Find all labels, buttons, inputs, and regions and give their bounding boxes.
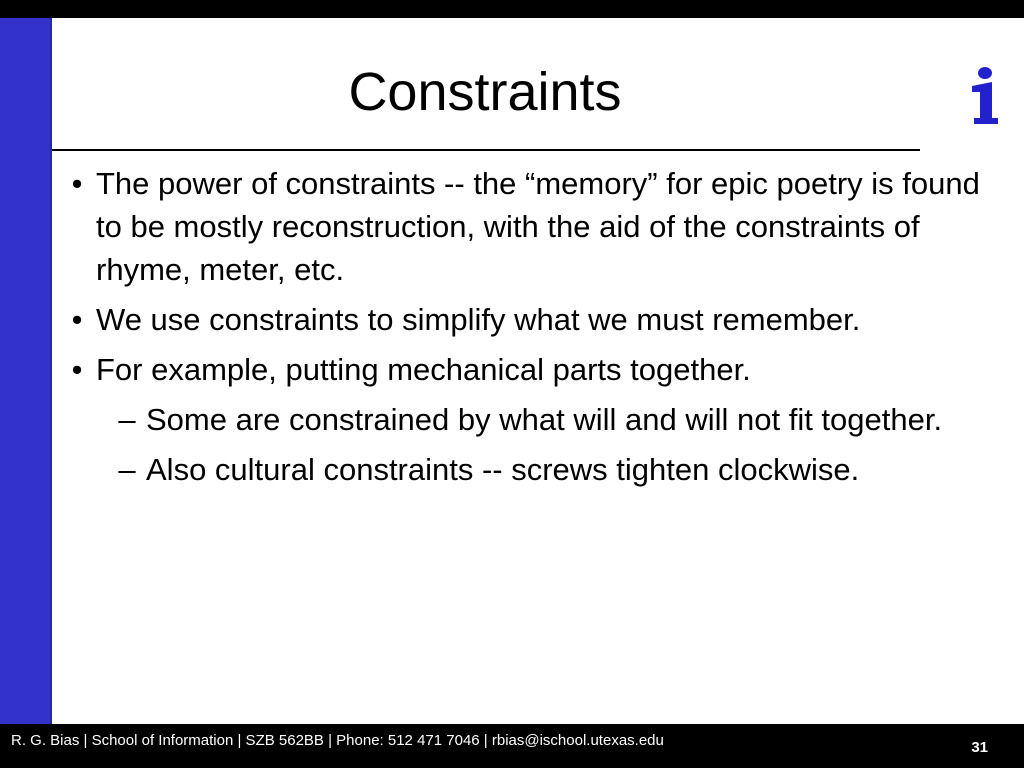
top-bar	[0, 0, 1024, 18]
slide-title: Constraints	[348, 62, 622, 122]
left-accent-bar	[0, 18, 50, 724]
bullet-mark: •	[71, 352, 83, 387]
footer-contact-text: R. G. Bias | School of Information | SZB 562BB | Phone: 512 471 7046 | rbias@ischool.utexas.edu	[11, 732, 664, 749]
bullet-item	[52, 298, 1002, 341]
page-number: 31	[971, 739, 988, 756]
sub-bullet-item	[108, 448, 1002, 491]
bullet-mark: •	[71, 166, 83, 201]
bullet-mark: •	[71, 302, 83, 337]
sub-bullet-mark: –	[118, 402, 136, 437]
slide-body	[52, 162, 1002, 498]
sub-bullet-text: Also cultural constraints -- screws tighten clockwise.	[146, 452, 860, 487]
bullet-text: We use constraints to simplify what we must remember.	[96, 302, 861, 337]
title-underline	[52, 149, 920, 151]
school-of-information-logo-icon	[966, 64, 1004, 126]
sub-bullet-text: Some are constrained by what will and will not fit together.	[146, 402, 943, 437]
sub-bullet-item	[108, 398, 1002, 441]
footer-bar	[0, 724, 1024, 768]
bullet-text: The power of constraints -- the “memory” for epic poetry is found to be mostly reconstruction, with the aid of the constraints of rhyme, meter, etc.	[96, 166, 980, 287]
bullet-item	[52, 162, 1002, 291]
sub-bullet-mark: –	[118, 452, 136, 487]
bullet-text: For example, putting mechanical parts together.	[96, 352, 751, 387]
bullet-item	[52, 348, 1002, 391]
